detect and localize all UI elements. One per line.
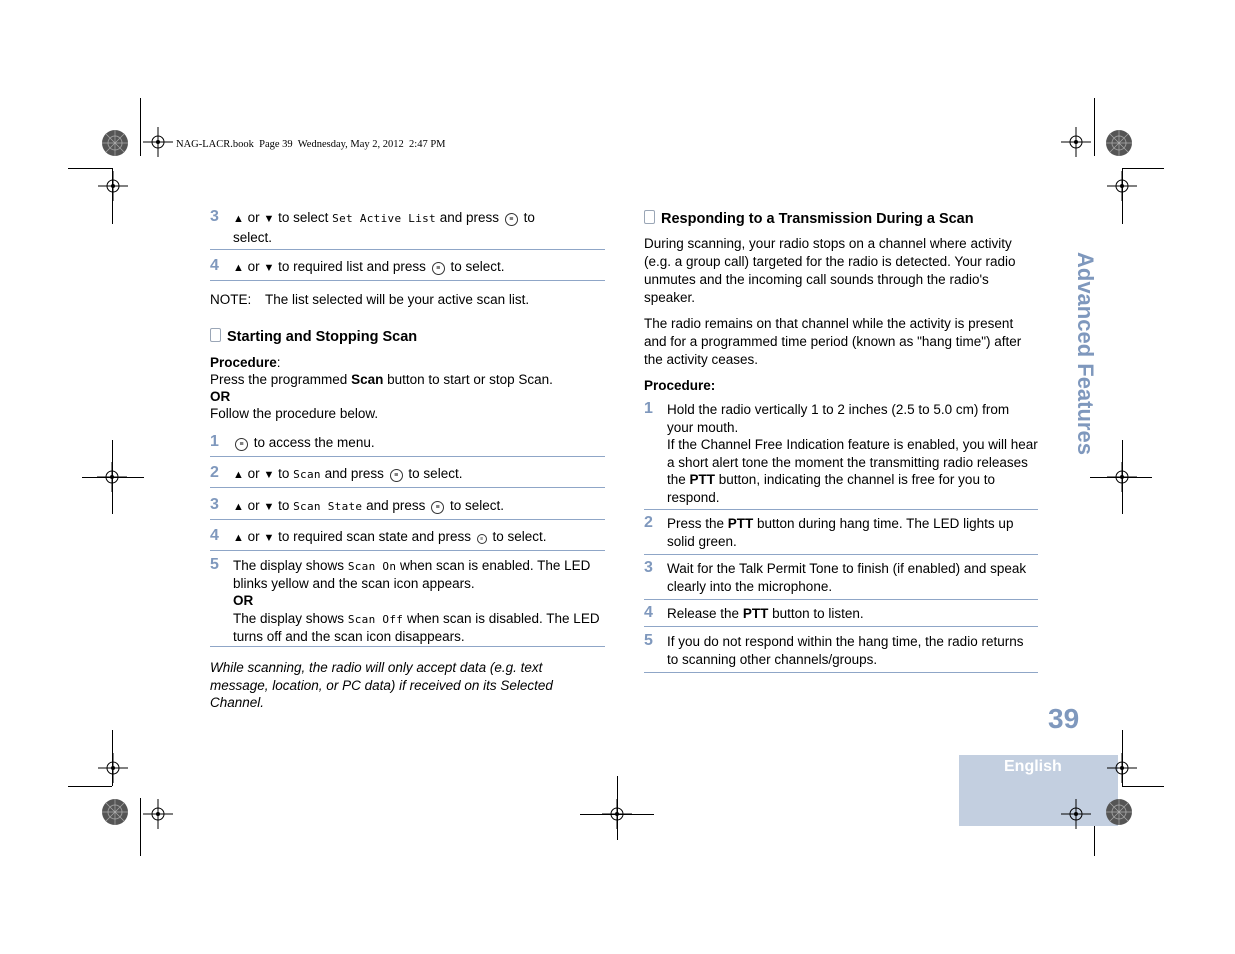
step-text: and press: [366, 498, 426, 513]
section-side-tab: Advanced Features: [1073, 252, 1098, 455]
language-tab-label: English: [1004, 758, 1062, 775]
intro-paragraph: The radio remains on that channel while the activity is present and for a programmed time period (known as "hang time") after the activity ceases.: [644, 316, 1022, 367]
heading-text: Responding to a Transmission During a Scan: [661, 211, 974, 227]
ptt-bold: PTT: [742, 606, 769, 621]
step-text: button during hang time. The LED lights up solid green.: [667, 516, 1014, 549]
menu-ok-button-icon: ≡: [505, 213, 518, 226]
step-text: Wait for the Talk Permit Tone to finish (if enabled) and speak clearly into the microphone.: [667, 561, 1027, 594]
step-text: to select: [278, 210, 329, 225]
ptt-bold: PTT: [727, 516, 754, 531]
language-tab: [959, 755, 1118, 826]
step-number: 4: [210, 257, 219, 274]
menu-ok-button-icon: ≡: [390, 469, 403, 482]
or-text: or: [247, 259, 260, 274]
section-heading: [644, 210, 974, 227]
display-code: Scan On: [347, 560, 397, 573]
procedure-label: Procedure:: [644, 378, 716, 393]
italic-note: While scanning, the radio will only accept data (e.g. text message, location, or PC data) if received on its Selected Channel.: [210, 660, 553, 710]
step-5: [644, 633, 1038, 673]
or-text: or: [247, 466, 260, 481]
down-arrow-icon: ▼: [263, 532, 275, 544]
section-heading: [210, 328, 417, 345]
up-arrow-icon: ▲: [233, 262, 244, 274]
follow-text: Follow the procedure below.: [210, 406, 379, 421]
step-text: button to listen.: [768, 606, 864, 621]
step-text: and press: [439, 210, 500, 225]
heading-bullet-icon: [644, 210, 655, 224]
crosshair-mark-icon: [143, 127, 173, 157]
step-text: If you do not respond within the hang time, the radio returns to scanning other channels/groups.: [667, 634, 1024, 667]
step-5: [210, 557, 605, 647]
step-text: The display shows: [233, 610, 348, 626]
up-arrow-icon: ▲: [233, 501, 244, 513]
step-3: [210, 497, 605, 520]
up-arrow-icon: ▲: [233, 213, 244, 225]
step-3: [644, 560, 1038, 600]
crosshair-mark-icon: [1107, 171, 1137, 201]
step-number: 4: [210, 527, 219, 544]
step-text: to select.: [449, 498, 504, 513]
menu-item-code: Scan: [293, 468, 321, 481]
step-text: to select.: [492, 529, 547, 544]
starburst-mark-icon: [1105, 129, 1133, 157]
procedure-label: Procedure: [210, 355, 277, 370]
crosshair-mark-icon: [98, 171, 128, 201]
step-number: 5: [644, 632, 653, 649]
up-arrow-icon: ▲: [233, 532, 244, 544]
step-text: to: [278, 498, 290, 513]
step-text: to select.: [408, 466, 463, 481]
step-text: Release the: [667, 606, 743, 621]
or-text: or: [247, 210, 260, 225]
heading-bullet-icon: [210, 328, 221, 342]
step-number: 2: [644, 514, 653, 531]
down-arrow-icon: ▼: [263, 213, 275, 225]
down-arrow-icon: ▼: [263, 469, 275, 481]
ptt-bold: PTT: [689, 472, 716, 487]
intro-paragraph: During scanning, your radio stops on a channel where activity (e.g. a group call) targeted for the radio is detected. Your radio unmutes and the incoming call sounds through the radio's speaker.: [644, 236, 1016, 305]
step-1: [210, 434, 605, 457]
crosshair-mark-icon: [602, 799, 632, 829]
procedure-colon: :: [276, 355, 281, 370]
menu-ok-button-icon: ≡: [477, 534, 487, 544]
print-stamp: NAG-LACR.book Page 39 Wednesday, May 2, 2012 2:47 PM: [176, 139, 446, 150]
step-4-top: [210, 258, 605, 281]
menu-item-code: Scan State: [293, 500, 363, 513]
step-number: 3: [210, 208, 219, 225]
note-text: The list selected will be your active scan list.: [265, 292, 530, 307]
menu-ok-button-icon: ≡: [432, 262, 445, 275]
starburst-mark-icon: [101, 129, 129, 157]
crosshair-mark-icon: [143, 799, 173, 829]
step-number: 1: [210, 433, 219, 450]
page-number: 39: [1048, 703, 1080, 734]
or-text: or: [247, 498, 260, 513]
step-3-top: [210, 209, 605, 250]
up-arrow-icon: ▲: [233, 469, 244, 481]
starburst-mark-icon: [1105, 798, 1133, 826]
step-number: 5: [210, 556, 219, 573]
step-text: when scan is enabled. The LED blinks yellow and the scan icon appears.: [233, 558, 591, 592]
scan-bold: Scan: [351, 372, 384, 387]
press-text: Press the programmed: [210, 372, 352, 387]
heading-text: Starting and Stopping Scan: [227, 329, 418, 345]
down-arrow-icon: ▼: [263, 501, 275, 513]
step-text: to required scan state and press: [278, 529, 471, 544]
step-text: If the Channel Free Indication feature is enabled, you will hear a short alert tone the moment the transmitting radio releases the: [667, 437, 1038, 487]
or-text: or: [247, 529, 260, 544]
step-number: 3: [210, 496, 219, 513]
step-text: to: [523, 210, 535, 225]
step-number: 2: [210, 464, 219, 481]
or-label: OR: [210, 389, 231, 404]
step-text: to required list and press: [278, 259, 426, 274]
step-text: The display shows: [233, 558, 348, 573]
step-text: Press the: [667, 516, 728, 531]
note-label: NOTE:: [210, 292, 252, 307]
procedure-block: [210, 354, 610, 422]
step-1: [644, 401, 1038, 510]
crosshair-mark-icon: [1061, 127, 1091, 157]
step-4: [210, 528, 605, 551]
crosshair-mark-icon: [1061, 799, 1091, 829]
crosshair-mark-icon: [1107, 753, 1137, 783]
or-label: OR: [233, 593, 254, 609]
step-number: 1: [644, 400, 653, 417]
step-2: [644, 515, 1038, 555]
step-text: Hold the radio vertically 1 to 2 inches (2.5 to 5.0 cm) from your mouth.: [667, 402, 1010, 435]
press-text: button to start or stop Scan.: [383, 372, 553, 387]
menu-ok-button-icon: ≡: [235, 438, 248, 451]
step-number: 3: [644, 559, 653, 576]
step-text: when scan is disabled. The LED turns off and the scan icon disappears.: [233, 610, 600, 644]
menu-ok-button-icon: ≡: [431, 501, 444, 514]
crosshair-mark-icon: [98, 753, 128, 783]
menu-item-code: Set Active List: [332, 212, 436, 225]
step-2: [210, 465, 605, 488]
step-text: to access the menu.: [253, 435, 375, 450]
step-text: and press: [324, 466, 384, 481]
step-text: to: [278, 466, 290, 481]
step-number: 4: [644, 604, 653, 621]
starburst-mark-icon: [101, 798, 129, 826]
step-4: [644, 605, 1038, 627]
down-arrow-icon: ▼: [263, 262, 275, 274]
step-text: button, indicating the channel is free for you to respond.: [667, 472, 995, 505]
step-text: to select.: [450, 259, 505, 274]
display-code: Scan Off: [347, 612, 404, 626]
step-text: select.: [233, 229, 273, 245]
note: [210, 292, 529, 307]
